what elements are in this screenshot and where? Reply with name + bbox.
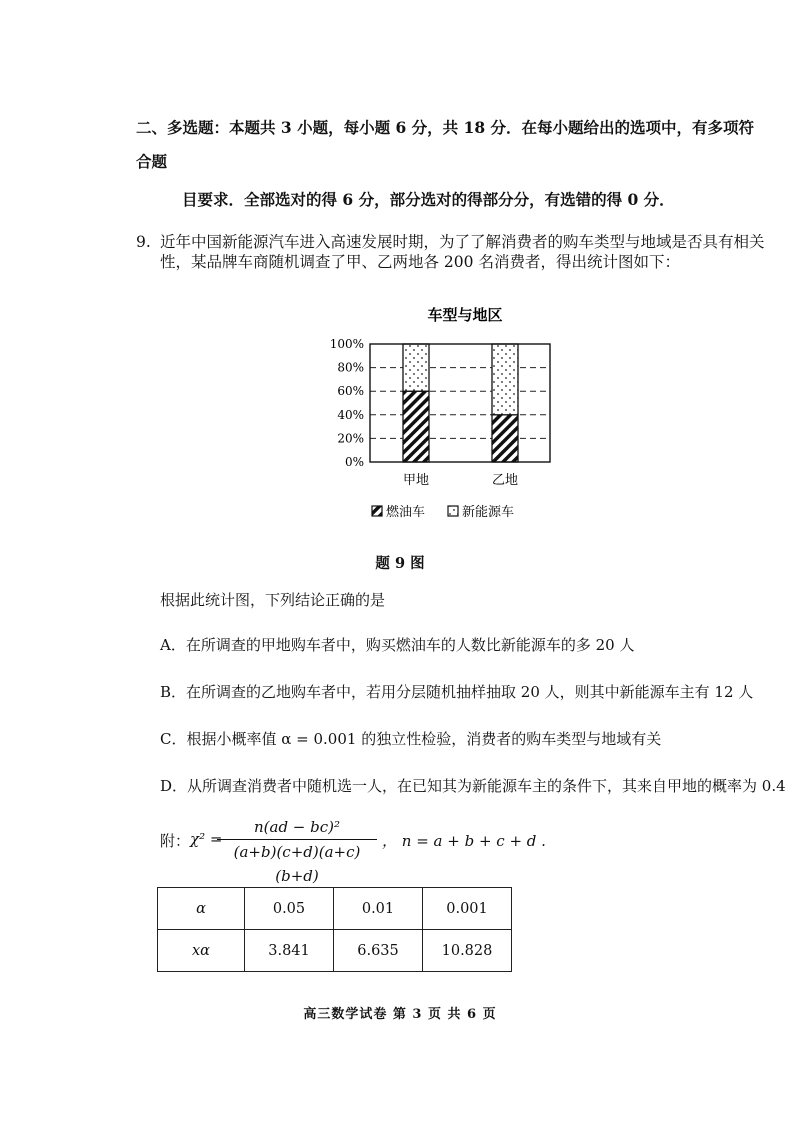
legend-swatch [448,506,458,516]
legend-label: 燃油车 [386,505,426,520]
y-tick-label: 100% [329,337,364,351]
bar-nev-yi [492,344,518,415]
bar-nev-jia [403,344,429,391]
formula-denominator: (a+b)(c+d)(a+c)(b+d) [233,843,361,885]
table-cell: α [158,888,245,930]
table-cell: 3.841 [245,930,334,972]
x-category-label: 乙地 [491,473,519,488]
table-row [158,888,512,930]
y-tick-label: 60% [337,384,364,399]
y-tick-label: 20% [337,431,364,446]
table-cell: 0.01 [334,888,423,930]
bar-fuel-jia [403,391,429,462]
table-row [158,930,512,972]
formula-lhs: χ² = [190,830,223,848]
table-cell: 10.828 [423,930,512,972]
y-tick-label: 40% [337,407,364,422]
x-category-label: 甲地 [402,473,430,488]
chart-title: 车型与地区 [427,306,503,324]
chart-svg [320,296,570,541]
question-number: 9. [136,233,151,251]
page-footer: 高三数学试卷 第 3 页 共 6 页 [303,1007,497,1022]
question-stem-line1: 近年中国新能源汽车进入高速发展时期，为了了解消费者的购车类型与地域是否具有相关 [160,233,765,251]
question-stem-line2: 性，某品牌车商随机调查了甲、乙两地各 200 名消费者，得出统计图如下： [160,253,680,271]
formula-numerator: n(ad − bc)² [253,818,341,836]
option-a: A．在所调查的甲地购车者中，购买燃油车的人数比新能源车的多 20 人 [160,636,635,654]
critical-value-table [157,887,512,972]
section-heading-line2: 目要求．全部选对的得 6 分，部分选对的得部分分，有选错的得 0 分． [182,190,675,209]
formula-suffix: ， n = a + b + c + d . [382,832,546,850]
plot-frame [370,344,550,462]
option-c: C．根据小概率值 α = 0.001 的独立性检验，消费者的购车类型与地域有关 [160,730,662,748]
figure-caption: 题 9 图 [375,555,425,572]
formula-fraction [217,815,377,885]
section-heading [136,111,766,217]
y-tick-label: 0% [344,455,364,469]
option-d: D．从所调查消费者中随机选一人，在已知其为新能源车主的条件下，其来自甲地的概率为 0.4 [160,777,786,795]
stacked-bar-chart [320,296,570,541]
formula-prefix: 附： [160,832,191,850]
table-cell: 0.001 [423,888,512,930]
chi-square-formula [160,815,720,885]
legend-swatch [372,506,382,516]
section-heading-line1: 二、多选题：本题共 3 小题，每小题 6 分，共 18 分．在每小题给出的选项中，有多项符合题 [136,118,755,171]
legend-label: 新能源车 [462,505,515,520]
bar-fuel-yi [492,415,518,462]
table-cell: 0.05 [245,888,334,930]
y-tick-label: 80% [337,360,364,375]
table-cell: xα [158,930,245,972]
option-b: B．在所调查的乙地购车者中，若用分层随机抽样抽取 20 人，则其中新能源车主有 12 人 [160,683,754,701]
question-prompt: 根据此统计图，下列结论正确的是 [160,591,386,609]
table-cell: 6.635 [334,930,423,972]
